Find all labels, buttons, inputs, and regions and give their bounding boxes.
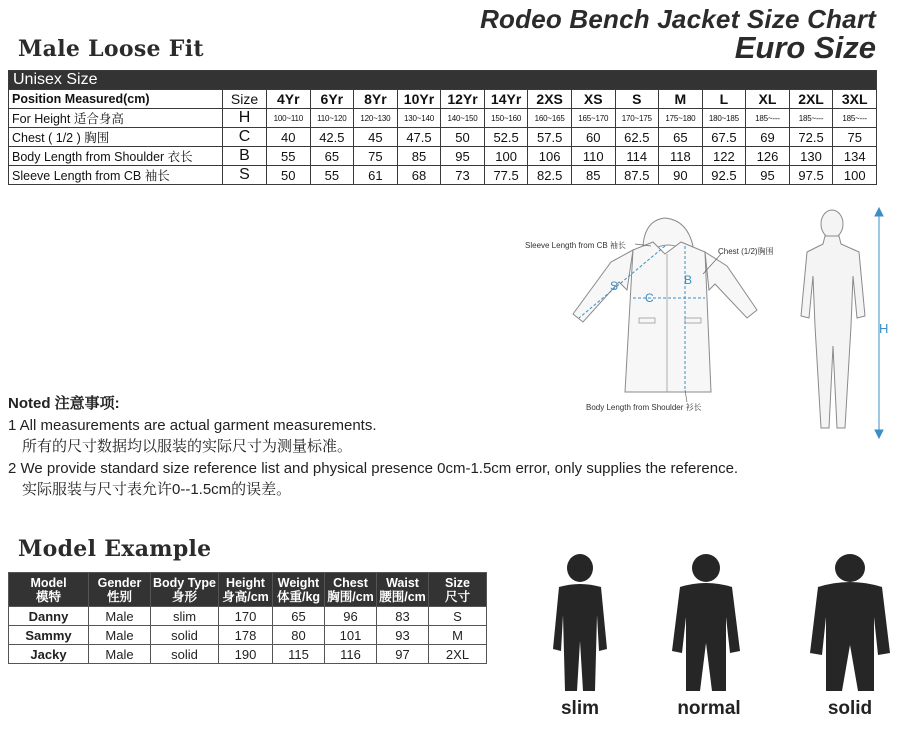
size-column-header: XS: [571, 90, 615, 109]
slim-body-silhouette: [545, 553, 615, 693]
chart-title: Rodeo Bench Jacket Size Chart: [480, 4, 876, 34]
model-value-cell: 178: [219, 626, 273, 645]
size-value-cell: 100: [484, 147, 528, 166]
model-header-en: Waist: [386, 575, 419, 590]
size-value-cell: 40: [267, 128, 311, 147]
model-section-title: Model Example: [18, 536, 212, 562]
size-value-cell: 52.5: [484, 128, 528, 147]
size-value-cell: 55: [310, 166, 354, 185]
size-column-header: 2XL: [789, 90, 833, 109]
size-value-cell: 106: [528, 147, 572, 166]
size-value-cell: 77.5: [484, 166, 528, 185]
model-value-cell: S: [429, 607, 487, 626]
model-value-cell: Male: [89, 626, 151, 645]
size-table-header-row: [9, 90, 877, 109]
model-value-cell: Male: [89, 645, 151, 664]
size-column-header: M: [659, 90, 703, 109]
notes-title: Noted 注意事项:: [8, 395, 120, 412]
model-value-cell: 93: [377, 626, 429, 645]
size-value-cell: 110~120: [310, 109, 354, 128]
model-header-en: Height: [226, 575, 265, 590]
chest-label: Chest (1/2)胸围: [718, 247, 774, 256]
model-header-zh: 体重/kg: [276, 589, 321, 604]
note-1-zh: 所有的尺寸数据均以服装的实际尺寸为测量标准。: [22, 438, 353, 455]
size-table-row: [9, 147, 877, 166]
size-column-header: S: [615, 90, 659, 109]
body-type-caption-slim: slim: [560, 698, 600, 719]
body-type-caption-solid: solid: [827, 698, 873, 719]
size-value-cell: 55: [267, 147, 311, 166]
model-name-cell: Danny: [9, 607, 89, 626]
model-value-cell: 101: [325, 626, 377, 645]
size-column-header: 4Yr: [267, 90, 311, 109]
size-table-header-label: Position Measured(cm): [9, 90, 223, 109]
model-header-zh: 性别: [106, 589, 132, 604]
size-value-cell: 75: [833, 128, 877, 147]
notes: [8, 393, 888, 501]
size-value-cell: 122: [702, 147, 746, 166]
size-column-header: 14Yr: [484, 90, 528, 109]
model-table-row: [9, 626, 487, 645]
size-value-cell: 50: [441, 128, 485, 147]
size-value-cell: 85: [397, 147, 441, 166]
size-value-cell: 120~130: [354, 109, 398, 128]
size-table-row: [9, 166, 877, 185]
model-column-header: [151, 573, 219, 607]
size-value-cell: 100~110: [267, 109, 311, 128]
model-column-header: [429, 573, 487, 607]
size-value-cell: 65: [310, 147, 354, 166]
size-table-row: [9, 109, 877, 128]
size-value-cell: 87.5: [615, 166, 659, 185]
size-value-cell: 165~170: [571, 109, 615, 128]
model-value-cell: solid: [151, 645, 219, 664]
row-code: C: [223, 128, 267, 147]
row-label: Body Length from Shoulder 衣长: [9, 147, 223, 166]
model-header-zh: 身形: [171, 589, 197, 604]
model-value-cell: 97: [377, 645, 429, 664]
model-header-en: Size: [444, 575, 470, 590]
size-column-header: L: [702, 90, 746, 109]
section-title: Male Loose Fit: [18, 36, 204, 62]
size-column-header: 3XL: [833, 90, 877, 109]
row-label: Sleeve Length from CB 袖长: [9, 166, 223, 185]
size-value-cell: 85: [571, 166, 615, 185]
size-value-cell: 61: [354, 166, 398, 185]
model-header-en: Gender: [97, 575, 142, 590]
model-value-cell: 116: [325, 645, 377, 664]
model-column-header: [9, 573, 89, 607]
body-type-caption-normal: normal: [677, 698, 741, 719]
model-column-header: [377, 573, 429, 607]
model-header-zh: 身高/cm: [222, 589, 269, 604]
size-value-cell: 126: [746, 147, 790, 166]
model-value-cell: 96: [325, 607, 377, 626]
model-value-cell: 2XL: [429, 645, 487, 664]
body-length-label: Body Length from Shoulder 衫长: [586, 403, 702, 412]
model-header-zh: 腰围/cm: [379, 589, 426, 604]
size-value-cell: 82.5: [528, 166, 572, 185]
size-value-cell: 130~140: [397, 109, 441, 128]
size-value-cell: 65: [659, 128, 703, 147]
model-column-header: [219, 573, 273, 607]
size-value-cell: 185~---: [789, 109, 833, 128]
size-value-cell: 47.5: [397, 128, 441, 147]
model-name-cell: Sammy: [9, 626, 89, 645]
model-value-cell: slim: [151, 607, 219, 626]
model-table-row: [9, 607, 487, 626]
size-value-cell: 130: [789, 147, 833, 166]
model-header-zh: 胸围/cm: [327, 589, 374, 604]
model-header-en: Chest: [333, 575, 368, 590]
sleeve-length-label: Sleeve Length from CB 袖长: [525, 241, 626, 250]
row-label: Chest ( 1/2 ) 胸围: [9, 128, 223, 147]
size-table-row: [9, 128, 877, 147]
size-column-header: 12Yr: [441, 90, 485, 109]
model-header-en: Model: [30, 575, 67, 590]
letter-b: B: [684, 273, 693, 287]
model-header-zh: 模特: [35, 589, 61, 604]
jacket-body: [625, 242, 711, 392]
size-value-cell: 97.5: [789, 166, 833, 185]
model-value-cell: 170: [219, 607, 273, 626]
model-value-cell: 80: [273, 626, 325, 645]
jacket-left-sleeve: [573, 250, 633, 322]
size-value-cell: 134: [833, 147, 877, 166]
size-table: [8, 70, 877, 185]
size-value-cell: 140~150: [441, 109, 485, 128]
model-header-en: Weight: [277, 575, 320, 590]
size-value-cell: 50: [267, 166, 311, 185]
size-value-cell: 57.5: [528, 128, 572, 147]
size-value-cell: 100: [833, 166, 877, 185]
size-value-cell: 185~---: [746, 109, 790, 128]
size-value-cell: 160~165: [528, 109, 572, 128]
row-code: S: [223, 166, 267, 185]
letter-h: H: [879, 321, 889, 336]
size-value-cell: 62.5: [615, 128, 659, 147]
model-value-cell: 65: [273, 607, 325, 626]
model-value-cell: 83: [377, 607, 429, 626]
size-column-header: XL: [746, 90, 790, 109]
size-value-cell: 175~180: [659, 109, 703, 128]
size-value-cell: 92.5: [702, 166, 746, 185]
size-value-cell: 75: [354, 147, 398, 166]
model-value-cell: 115: [273, 645, 325, 664]
row-label: For Height 适合身高: [9, 109, 223, 128]
normal-body-silhouette: [668, 553, 744, 693]
size-value-cell: 90: [659, 166, 703, 185]
model-header-en: Body Type: [153, 575, 216, 590]
row-code: H: [223, 109, 267, 128]
size-value-cell: 42.5: [310, 128, 354, 147]
size-value-cell: 170~175: [615, 109, 659, 128]
size-table-banner-row: [9, 71, 877, 90]
size-value-cell: 95: [441, 147, 485, 166]
size-value-cell: 118: [659, 147, 703, 166]
chart-subtitle: Euro Size: [734, 30, 876, 65]
size-column-header: 6Yr: [310, 90, 354, 109]
size-value-cell: 73: [441, 166, 485, 185]
model-column-header: [273, 573, 325, 607]
size-value-cell: 69: [746, 128, 790, 147]
model-column-header: [89, 573, 151, 607]
size-column-header: 2XS: [528, 90, 572, 109]
jacket-right-sleeve: [705, 252, 757, 318]
size-value-cell: 67.5: [702, 128, 746, 147]
size-value-cell: 45: [354, 128, 398, 147]
note-1-en: 1 All measurements are actual garment measurements.: [8, 416, 377, 434]
size-value-cell: 72.5: [789, 128, 833, 147]
letter-c: C: [645, 291, 654, 305]
size-value-cell: 95: [746, 166, 790, 185]
model-value-cell: M: [429, 626, 487, 645]
model-header-zh: 尺寸: [444, 589, 470, 604]
model-value-cell: solid: [151, 626, 219, 645]
note-2-zh: 实际服装与尺寸表允许0--1.5cm的误差。: [22, 481, 292, 498]
size-table-banner: Unisex Size: [9, 71, 877, 90]
size-value-cell: 185~---: [833, 109, 877, 128]
size-table-header-code: Size: [223, 90, 267, 109]
size-value-cell: 110: [571, 147, 615, 166]
size-value-cell: 60: [571, 128, 615, 147]
model-table-row: [9, 645, 487, 664]
solid-body-silhouette: [808, 553, 892, 693]
letter-s: S: [610, 279, 619, 293]
row-code: B: [223, 147, 267, 166]
size-value-cell: 114: [615, 147, 659, 166]
model-value-cell: 190: [219, 645, 273, 664]
size-value-cell: 150~160: [484, 109, 528, 128]
model-name-cell: Jacky: [9, 645, 89, 664]
model-table-header-row: [9, 573, 487, 607]
size-value-cell: 180~185: [702, 109, 746, 128]
size-column-header: 10Yr: [397, 90, 441, 109]
model-table: [8, 572, 487, 664]
note-2-en: 2 We provide standard size reference list and physical presence 0cm-1.5cm error, only supplies the reference.: [8, 459, 739, 477]
model-column-header: [325, 573, 377, 607]
model-value-cell: Male: [89, 607, 151, 626]
size-value-cell: 68: [397, 166, 441, 185]
size-column-header: 8Yr: [354, 90, 398, 109]
